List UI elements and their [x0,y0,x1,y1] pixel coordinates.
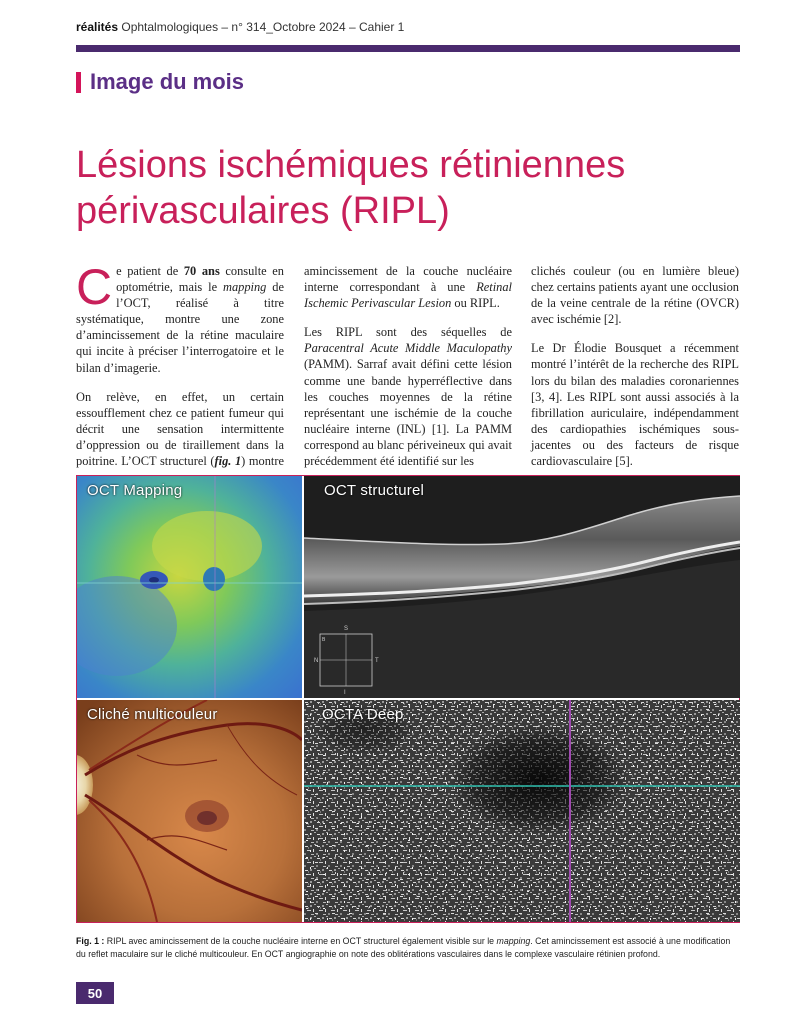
text-column-1 [76,259,285,498]
inset-label-i: I [344,690,346,696]
paragraph [76,259,284,376]
inset-label-s: S [344,626,349,632]
paragraph: Le Dr Élodie Bousquet a récemment montré l’intérêt de la recherche des RIPL lors du bilan des maladies coronariennes [3, 4]. Les RIPL sont aussi associés à la fibrillation auriculaire, indépendamment des cardiopathies ischémiques sous-jacentes ou des facteurs de risque cardiovasculaire [5]. [531,341,739,469]
title-line-2: périvasculaires (RIPL) [76,190,450,232]
text-run: ou RIPL. [451,296,500,311]
panel-label-cliche-multicouleur: Cliché multicouleur [87,706,218,723]
text-run: Les RIPL sont des séquelles de [304,325,512,340]
section-label: Image du mois [90,69,245,94]
figure-1 [76,475,740,923]
text-run-italic: Retinal Ischemic Perivascular Lesion [304,280,512,311]
paragraph: clichés couleur (ou en lumière bleue) chez certains patients ayant une occlusion de la veine centrale de la rétine (OVCR) avec ischémie [2]. [531,264,739,327]
text-column-3 [531,263,739,482]
article-title [76,142,736,234]
panel-oct-structurel [304,476,740,698]
paragraph [304,324,512,469]
text-run: (PAMM). Sarraf avait défini cette lésion comme une bande hyperréflective dans les couches moyennes de la rétine représentant une ischémie de la couche nucléaire interne (INL) [1]. La PAMM correspond au blanc périveineux qui avait précédemment été identifié sur les [304,357,512,469]
caption-label: Fig. 1 : [76,936,105,946]
figure-caption [76,935,740,960]
text-run: e patient de [116,264,184,278]
drop-cap: C [76,259,113,315]
caption-text-italic: mapping [496,936,531,946]
section-heading [76,69,244,95]
panel-label-octa-deep: OCTA Deep [322,706,404,723]
text-column-2 [304,263,512,482]
top-rule [76,45,740,52]
running-header [76,20,404,34]
text-run-bold: 70 ans [183,264,220,278]
oct-mapping-image [77,476,302,698]
paragraph [76,389,284,486]
text-run: ) montre [241,454,285,469]
journal-brand: réalités [76,20,119,34]
text-run: amincissement de la couche nucléaire interne correspondant à une [304,264,512,295]
text-run-italic: mapping [223,280,267,295]
panel-cliche-multicouleur [77,700,302,922]
paragraph [304,263,512,311]
fundus-image [77,700,302,922]
text-run: de l’OCT, réalisé à titre systématique, montre une zone d’amincissement de la rétine maculaire qui incite à préciser l’interrogatoire et le bilan d’imagerie. [76,280,284,375]
panel-octa-deep [304,700,740,922]
panel-label-oct-structurel: OCT structurel [324,482,425,499]
oct-bscan-image [304,476,740,698]
issue-info: Ophtalmologiques – n° 314_Octobre 2024 – Cahier 1 [118,20,405,34]
text-run: consulte en optométrie, mais le [116,264,284,295]
title-line-1: Lésions ischémiques rétiniennes [76,144,626,186]
page-number: 50 [76,982,114,1004]
caption-text: RIPL avec amincissement de la couche nucléaire interne en OCT structurel également visible sur le [104,936,497,946]
inset-label-n: N [314,658,319,664]
inset-label-b: B [322,637,326,643]
text-run: On relève, en effet, un certain essoufflement chez ce patient fumeur qui décrit une sensation intermittente d’oppression ou de tiraillement dans la poitrine. L’OCT structurel ( [76,389,284,469]
section-marker [76,72,81,93]
figure-reference: fig. 1 [214,454,242,469]
inset-label-t: T [375,658,379,664]
panel-label-oct-mapping: OCT Mapping [87,482,183,499]
panel-oct-mapping [77,476,302,698]
octa-deep-image [304,700,740,922]
text-run-italic: Paracentral Acute Middle Maculopathy [304,341,512,356]
caption-text: . Cet amincissement est associé à une modification du reflet maculaire sur le cliché multicouleur. En OCT angiographie on note des oblitérations vasculaires dans le complexe vasculaire rétinien profond. [76,936,731,959]
